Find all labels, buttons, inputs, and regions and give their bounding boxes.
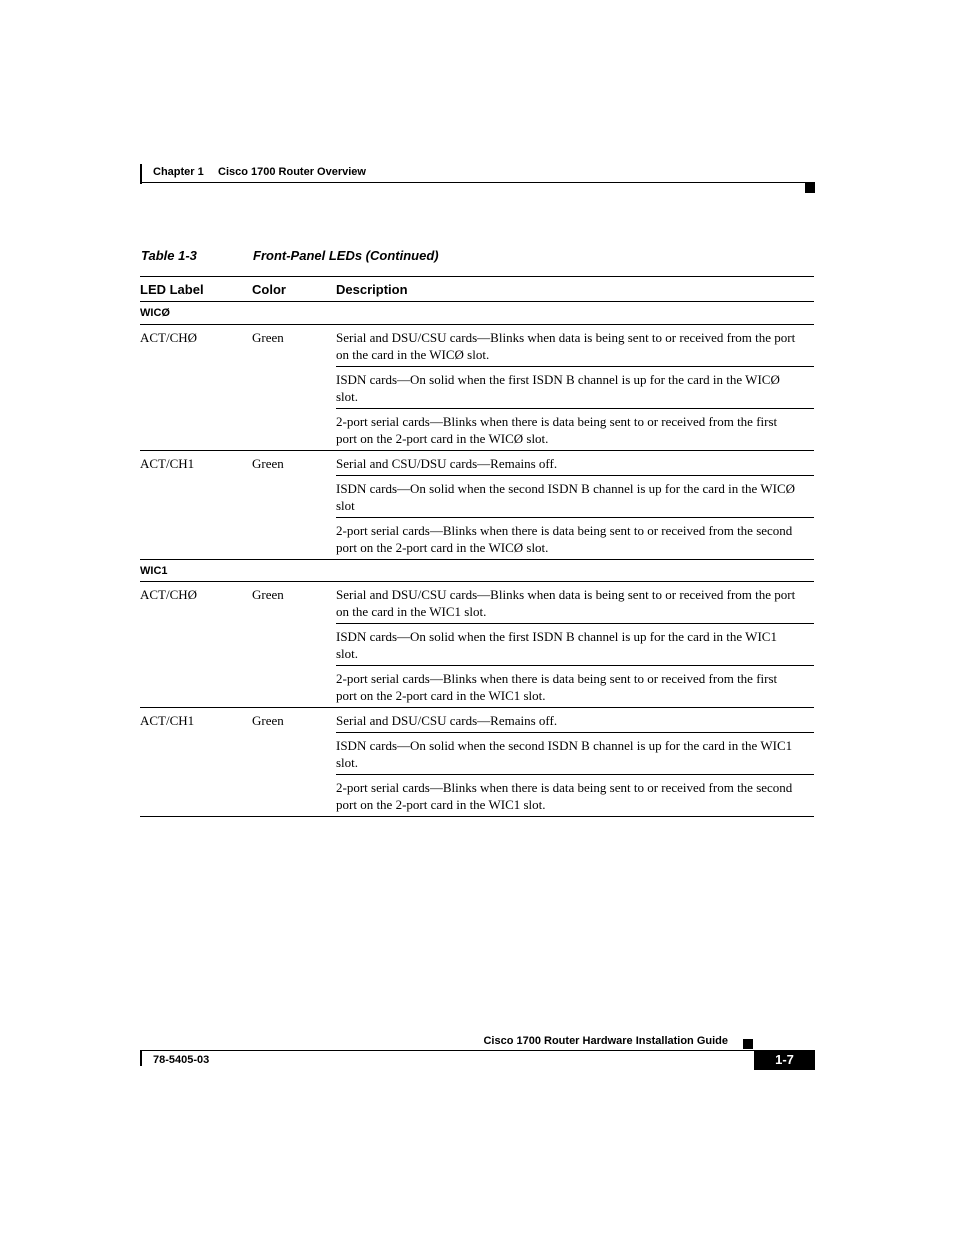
description-cell	[336, 325, 814, 450]
table-number: Table 1-3	[141, 248, 197, 263]
table-row	[140, 707, 814, 816]
footer-square	[743, 1039, 753, 1049]
description-text: ISDN cards—On solid when the first ISDN B channel is up for the card in the WICØ slot.	[336, 366, 814, 408]
description-text: 2-port serial cards—Blinks when there is data being sent to or received from the second port on the 2-port card in the WIC1 slot.	[336, 774, 814, 816]
guide-title: Cisco 1700 Router Hardware Installation Guide	[483, 1035, 728, 1047]
led-label: ACT/CH1	[140, 456, 195, 471]
table-row	[140, 582, 814, 707]
header-rule	[140, 182, 815, 183]
table-row	[140, 325, 814, 450]
description-text: Serial and DSU/CSU cards—Blinks when data is being sent to or received from the port on the card in the WIC1 slot.	[336, 587, 796, 619]
description-text: ISDN cards—On solid when the first ISDN B channel is up for the card in the WIC1 slot.	[336, 623, 814, 665]
description-text: ISDN cards—On solid when the second ISDN B channel is up for the card in the WICØ slot	[336, 475, 814, 517]
description-text: Serial and DSU/CSU cards—Blinks when data is being sent to or received from the port on the card in the WICØ slot.	[336, 330, 796, 362]
section-heading: WIC1	[140, 559, 814, 582]
led-label: ACT/CHØ	[140, 587, 198, 602]
led-label: ACT/CHØ	[140, 330, 198, 345]
led-color: Green	[252, 456, 284, 471]
led-color: Green	[252, 330, 284, 345]
led-label: ACT/CH1	[140, 713, 195, 728]
footer-rule	[140, 1050, 754, 1051]
description-cell	[336, 582, 814, 707]
column-header-color: Color	[252, 282, 286, 297]
led-table	[140, 276, 814, 817]
led-color: Green	[252, 713, 284, 728]
description-cell	[336, 708, 814, 816]
footer-bar	[140, 1050, 142, 1066]
description-text: 2-port serial cards—Blinks when there is data being sent to or received from the first port on the 2-port card in the WIC1 slot.	[336, 665, 814, 707]
description-text: ISDN cards—On solid when the second ISDN B channel is up for the card in the WIC1 slot.	[336, 732, 814, 774]
column-header-description: Description	[336, 282, 408, 297]
table-row	[140, 450, 814, 559]
doc-number: 78-5405-03	[153, 1054, 210, 1066]
description-text: 2-port serial cards—Blinks when there is data being sent to or received from the first port on the 2-port card in the WICØ slot.	[336, 408, 814, 450]
description-cell	[336, 451, 814, 559]
table-title: Front-Panel LEDs (Continued)	[253, 248, 439, 263]
chapter-title: Cisco 1700 Router Overview	[218, 166, 366, 178]
description-text: 2-port serial cards—Blinks when there is data being sent to or received from the second port on the 2-port card in the WICØ slot.	[336, 517, 814, 559]
page-number: 1-7	[754, 1050, 815, 1070]
chapter-label: Chapter 1	[153, 166, 204, 178]
column-header-led-label: LED Label	[140, 282, 204, 297]
header-bar	[140, 164, 142, 184]
table-header-row	[140, 277, 814, 302]
header-square	[805, 183, 815, 193]
section-heading: WICØ	[140, 302, 814, 325]
description-text: Serial and DSU/CSU cards—Remains off.	[336, 713, 558, 728]
description-text: Serial and CSU/DSU cards—Remains off.	[336, 456, 558, 471]
led-color: Green	[252, 587, 284, 602]
